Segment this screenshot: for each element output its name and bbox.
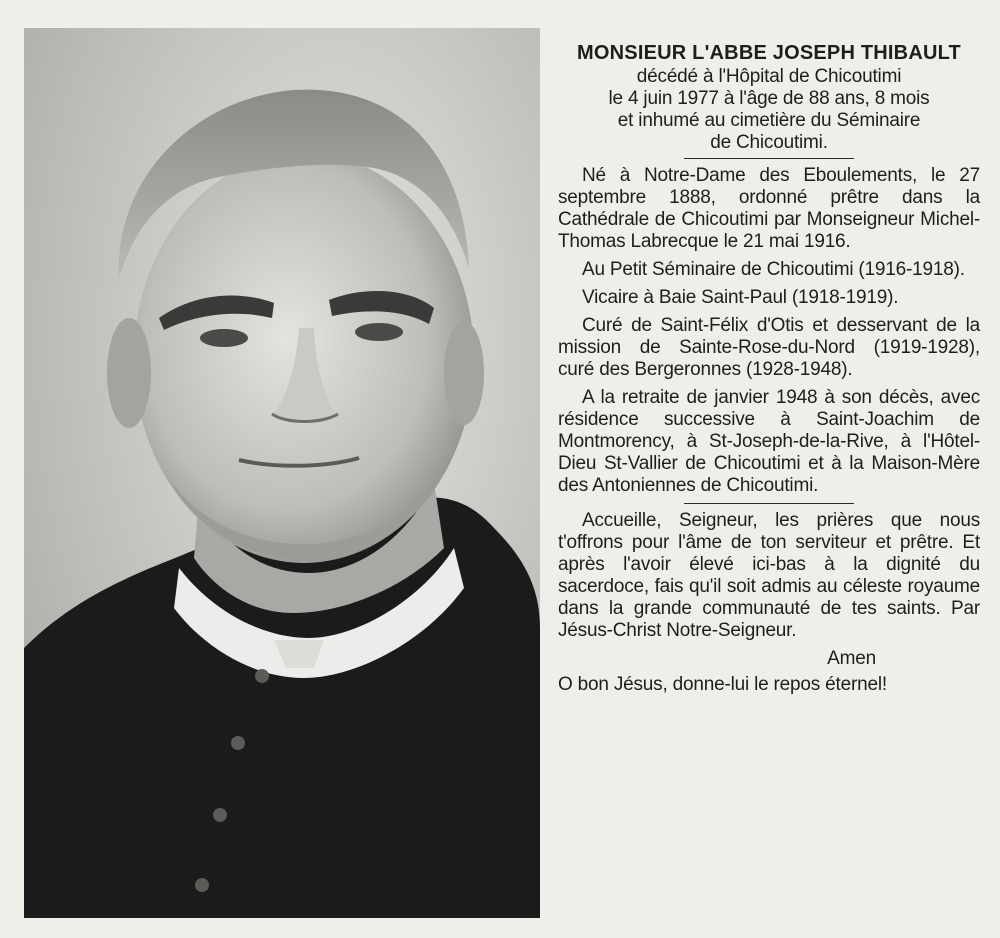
divider	[684, 158, 854, 159]
death-notice-line: le 4 juin 1977 à l'âge de 88 ans, 8 mois	[608, 88, 930, 109]
cassock-button	[213, 808, 227, 822]
invocation: O bon Jésus, donne-lui le repos éternel!	[558, 674, 887, 695]
portrait-photo	[24, 28, 540, 918]
portrait-illustration	[24, 28, 540, 918]
divider	[684, 503, 854, 504]
biography-paragraph: Vicaire à Baie Saint-Paul (1918-1919).	[582, 287, 899, 308]
biography-paragraph: Curé de Saint-Félix d'Otis et desservant de la mission de Sainte-Rose-du-Nord (1919-1928), curé des Bergeronnes (1928-1948).	[558, 315, 980, 380]
biography-paragraph: Au Petit Séminaire de Chicoutimi (1916-1918).	[582, 259, 965, 280]
memorial-text	[558, 42, 980, 702]
death-notice-line: décédé à l'Hôpital de Chicoutimi	[636, 66, 902, 87]
deceased-name: MONSIEUR L'ABBE JOSEPH THIBAULT	[577, 42, 961, 64]
prayer-paragraph: Accueille, Seigneur, les prières que nous t'offrons pour l'âme de ton serviteur et prêtre. Et après l'avoir élevé ici-bas à la dignité du sacerdoce, fais qu'il soit admis au céleste royaume dans la grande communauté de tes saints. Par Jésus-Christ Notre-Seigneur.	[558, 510, 980, 641]
biography-paragraph: Né à Notre-Dame des Eboulements, le 27 septembre 1888, ordonné prêtre dans la Cathédrale de Chicoutimi par Monseigneur Michel-Thomas Labrecque le 21 mai 1916.	[558, 165, 980, 252]
cassock-button	[195, 878, 209, 892]
amen: Amen	[827, 648, 876, 669]
biography-paragraph: A la retraite de janvier 1948 à son décès, avec résidence successive à Saint-Joachim de Montmorency, à St-Joseph-de-la-Rive, à l'Hôtel-Dieu St-Vallier de Chicoutimi et à la Maison-Mère des Antoniennes de Chicoutimi.	[558, 387, 980, 496]
cassock-button	[255, 669, 269, 683]
death-notice-line: et inhumé au cimetière du Séminaire	[617, 110, 921, 131]
cassock-button	[231, 736, 245, 750]
death-notice-line: de Chicoutimi.	[710, 132, 828, 153]
